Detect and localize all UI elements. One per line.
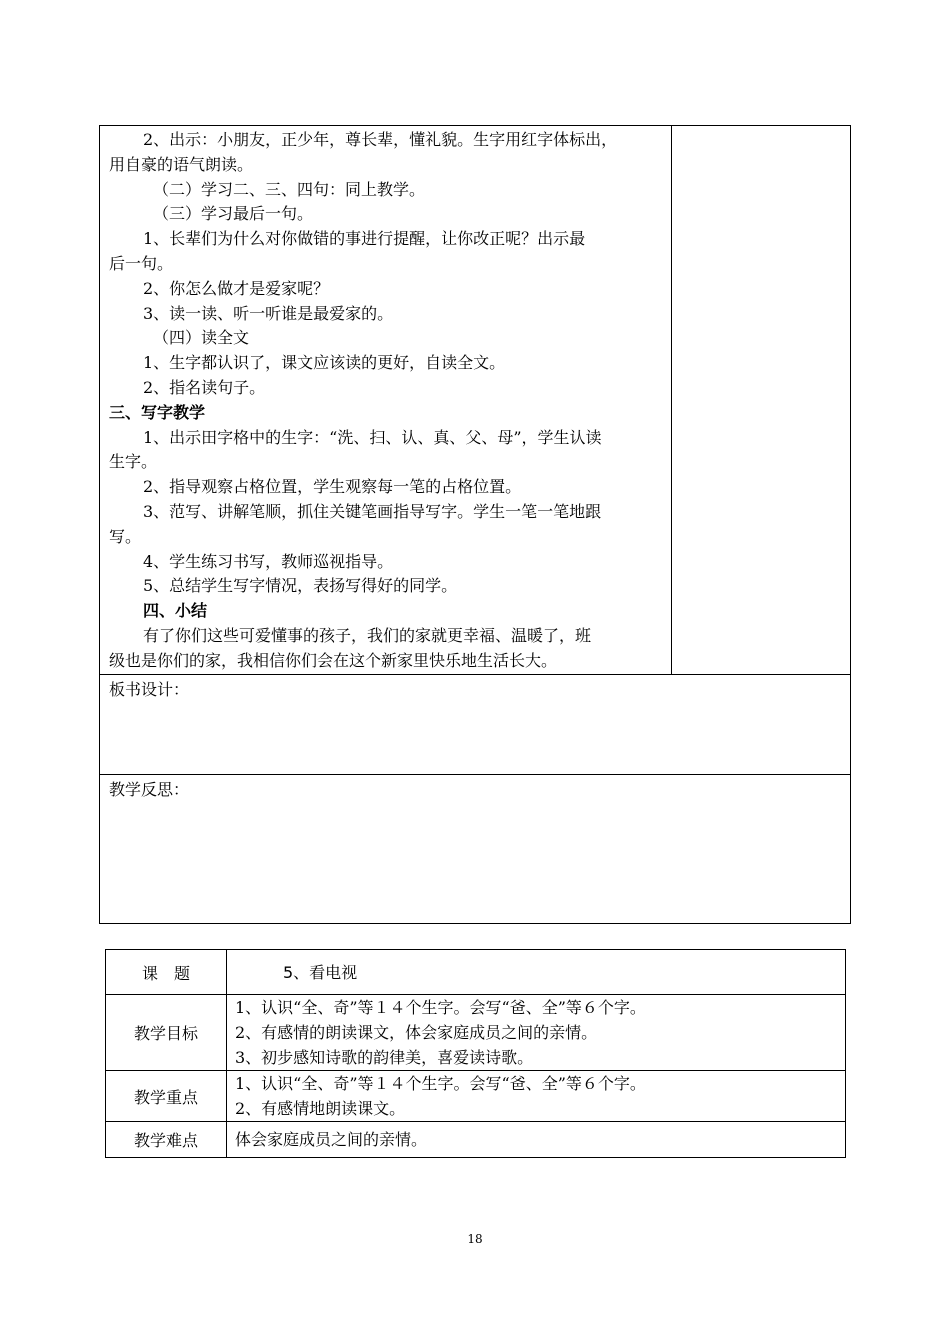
body-line: 3、读一读、听一听谁是最爱家的。	[143, 303, 394, 323]
board-design-label: 板书设计：	[109, 680, 190, 699]
difficulty-label: 教学难点	[106, 1122, 227, 1158]
goal-item: 1、认识“全、奇”等１４个生字。会写“爸、全”等６个字。	[235, 998, 646, 1017]
reflection-label: 教学反思：	[109, 780, 190, 799]
difficulty-row	[106, 1122, 846, 1158]
body-line: 后一句。	[109, 253, 174, 273]
key-points-cell	[227, 1071, 846, 1122]
section-heading: 三、写字教学	[109, 402, 206, 422]
body-line: 有了你们这些可爱懂事的孩子，我们的家就更幸福、温暖了，班	[143, 625, 592, 645]
lesson-title: 5、看电视	[227, 950, 846, 995]
body-line: 2、出示：小朋友，正少年，尊长辈，懂礼貌。生字用红字体标出，	[143, 130, 618, 149]
goal-item: 2、有感情的朗读课文，体会家庭成员之间的亲情。	[235, 1023, 598, 1042]
body-line: 级也是你们的家，我相信你们会在这个新家里快乐地生活长大。	[109, 650, 558, 670]
reflection-row	[100, 775, 850, 923]
goals-row	[106, 995, 846, 1071]
page-number: 18	[467, 1232, 483, 1246]
body-line: 生字。	[109, 452, 158, 472]
body-line: 用自豪的语气朗读。	[109, 154, 254, 174]
key-points-row	[106, 1071, 846, 1122]
body-line: 2、指导观察占格位置，学生观察每一笔的占格位置。	[143, 477, 522, 497]
body-line: 2、指名读句子。	[143, 377, 266, 397]
topic-row	[106, 950, 846, 995]
goal-item: 3、初步感知诗歌的韵律美，喜爱读诗歌。	[235, 1048, 534, 1067]
difficulty-value: 体会家庭成员之间的亲情。	[227, 1122, 846, 1158]
key-points-label: 教学重点	[106, 1071, 227, 1122]
body-line: （三）学习最后一句。	[153, 204, 314, 224]
teaching-process-cell	[100, 126, 672, 674]
body-line: （二）学习二、三、四句：同上教学。	[153, 179, 426, 199]
key-point-item: 2、有感情地朗读课文。	[235, 1099, 406, 1118]
body-line: 1、出示田字格中的生字：“洗、扫、认、真、父、母”，学生认读	[143, 427, 602, 447]
body-line: 1、生字都认识了，课文应该读的更好，自读全文。	[143, 353, 506, 373]
body-line: 1、长辈们为什么对你做错的事进行提醒，让你改正呢？出示最	[143, 229, 586, 249]
body-line: 写。	[109, 526, 142, 546]
goals-cell	[227, 995, 846, 1071]
body-line: 2、你怎么做才是爱家呢？	[143, 278, 330, 298]
lesson-plan-table	[99, 125, 851, 924]
topic-label: 课 题	[106, 950, 227, 995]
section-heading: 四、小结	[143, 601, 208, 621]
goals-label: 教学目标	[106, 995, 227, 1071]
lesson-header-table	[105, 949, 846, 1158]
body-line: 5、总结学生写字情况，表扬写得好的同学。	[143, 576, 458, 596]
board-design-row	[100, 674, 850, 775]
key-point-item: 1、认识“全、奇”等１４个生字。会写“爸、全”等６个字。	[235, 1074, 646, 1093]
body-line: 3、范写、讲解笔顺，抓住关键笔画指导写字。学生一笔一笔地跟	[143, 501, 602, 521]
body-line: （四）读全文	[153, 328, 250, 348]
body-line: 4、学生练习书写，教师巡视指导。	[143, 551, 394, 571]
